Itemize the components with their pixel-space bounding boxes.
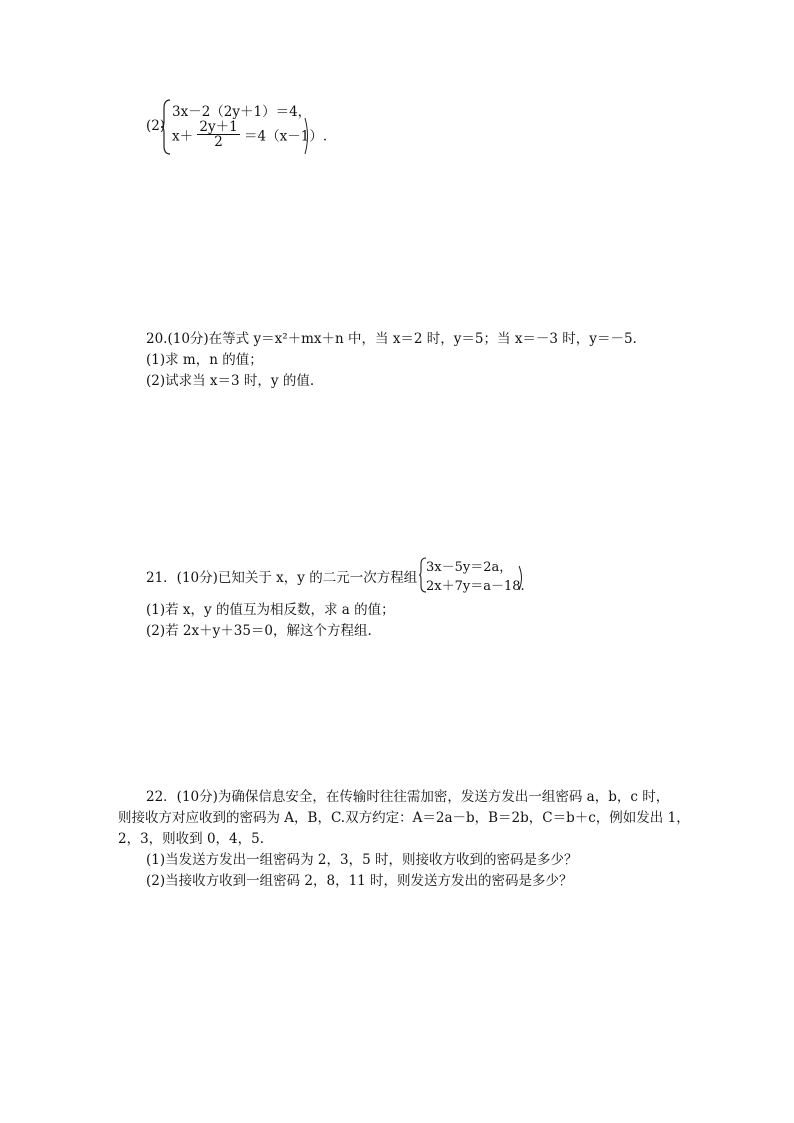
q22-part2: (2)当接收方收到一组密码 2，8，11 时，则发送方发出的密码是多少？: [146, 873, 573, 889]
q19-eq2-prefix: x＋: [172, 128, 194, 145]
q21-eq1: 3x－5y＝2a，: [426, 560, 513, 575]
left-brace-icon: [160, 98, 172, 156]
right-paren-icon: [517, 564, 525, 592]
q19-eq1: 3x－2（2y＋1）＝4，: [172, 104, 312, 120]
q22-part1: (1)当发送方发出一组密码为 2，3，5 时，则接收方收到的密码是多少？: [146, 852, 578, 868]
q20-stem: 20.(10分)在等式 y＝x²＋mx＋n 中，当 x＝2 时，y＝5；当 x＝－3 时，y＝－5.: [146, 331, 637, 347]
q19-frac-denominator: 2: [214, 134, 223, 151]
q19-eq2-fraction: [197, 120, 239, 149]
q19-eq2-suffix: ＝4（x－1）.: [244, 128, 328, 145]
q22-line2: 则接收方对应收到的密码为 A，B，C.双方约定：A＝2a－b，B＝2b，C＝b＋c，例如发出 1，: [118, 810, 690, 826]
q20-part1: (1)求 m，n 的值；: [146, 352, 263, 368]
q21-part2: (2)若 2x＋y＋35＝0，解这个方程组.: [146, 623, 372, 639]
q21-eq2: 2x＋7y＝a－18.: [426, 579, 525, 594]
q19-part2-label: (2): [146, 118, 166, 134]
q20-part2: (2)试求当 x＝3 时，y 的值.: [146, 373, 315, 389]
q22-line3: 2，3，则收到 0，4，5.: [118, 831, 265, 847]
q21-stem: 21．(10分)已知关于 x，y 的二元一次方程组: [146, 570, 418, 586]
q22-line1: 22．(10分)为确保信息安全，在传输时往往需加密，发送方发出一组密码 a，b，c 时，: [146, 789, 670, 805]
q19-frac-numerator: 2y＋1: [199, 119, 238, 135]
q21-part1: (1)若 x，y 的值互为相反数，求 a 的值；: [146, 602, 395, 618]
right-paren-icon: [303, 116, 311, 156]
